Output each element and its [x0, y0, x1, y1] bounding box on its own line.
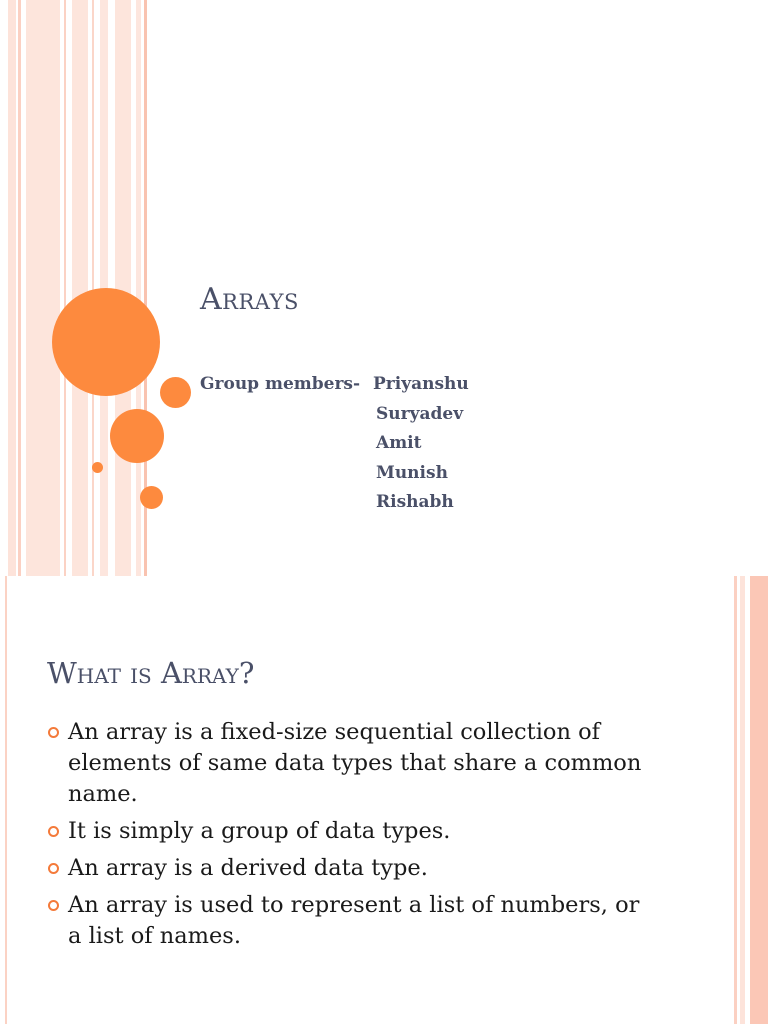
decorative-stripe: [92, 0, 94, 576]
ring-bullet-icon: [48, 727, 59, 738]
decorative-stripe: [750, 576, 768, 1024]
member-name: Amit: [376, 433, 422, 453]
decorative-circle-tiny: [92, 462, 103, 473]
member-name: Suryadev: [376, 403, 464, 424]
list-item: [46, 890, 646, 952]
decorative-circle-large: [52, 288, 160, 396]
bullet-text: An array is used to represent a list of numbers, or a list of names.: [68, 892, 640, 949]
decorative-stripe: [136, 0, 141, 576]
member-name: Rishabh: [376, 492, 454, 512]
bullet-text: An array is a derived data type.: [68, 855, 428, 881]
decorative-circle-small: [160, 377, 191, 408]
decorative-stripe: [72, 0, 88, 576]
list-item: [46, 717, 646, 810]
decorative-circle-small-2: [140, 486, 163, 509]
decorative-stripe: [8, 0, 16, 576]
decorative-stripe: [64, 0, 66, 576]
decorative-stripe: [18, 0, 21, 576]
decorative-stripe: [734, 576, 737, 1024]
member-name: Priyanshu: [373, 374, 469, 394]
slide-title-heading: Arrays: [200, 282, 299, 317]
list-item: [46, 816, 646, 847]
decorative-circle-medium: [110, 409, 164, 463]
group-members: [200, 370, 469, 518]
decorative-stripe: [115, 0, 131, 576]
decorative-stripe: [5, 576, 7, 1024]
bullet-list: [46, 717, 646, 958]
slide-heading: What is Array?: [47, 656, 255, 690]
ring-bullet-icon: [48, 863, 59, 874]
ring-bullet-icon: [48, 826, 59, 837]
decorative-stripe: [740, 576, 745, 1024]
member-name: Munish: [376, 462, 448, 483]
decorative-stripe: [26, 0, 60, 576]
members-label: Group members-: [200, 374, 361, 394]
slide-what-is-array: [0, 576, 768, 1024]
list-item: [46, 853, 646, 884]
bullet-text: It is simply a group of data types.: [68, 818, 451, 844]
bullet-text: An array is a fixed-size sequential collection of elements of same data types that share a common name.: [68, 719, 642, 807]
ring-bullet-icon: [48, 900, 59, 911]
